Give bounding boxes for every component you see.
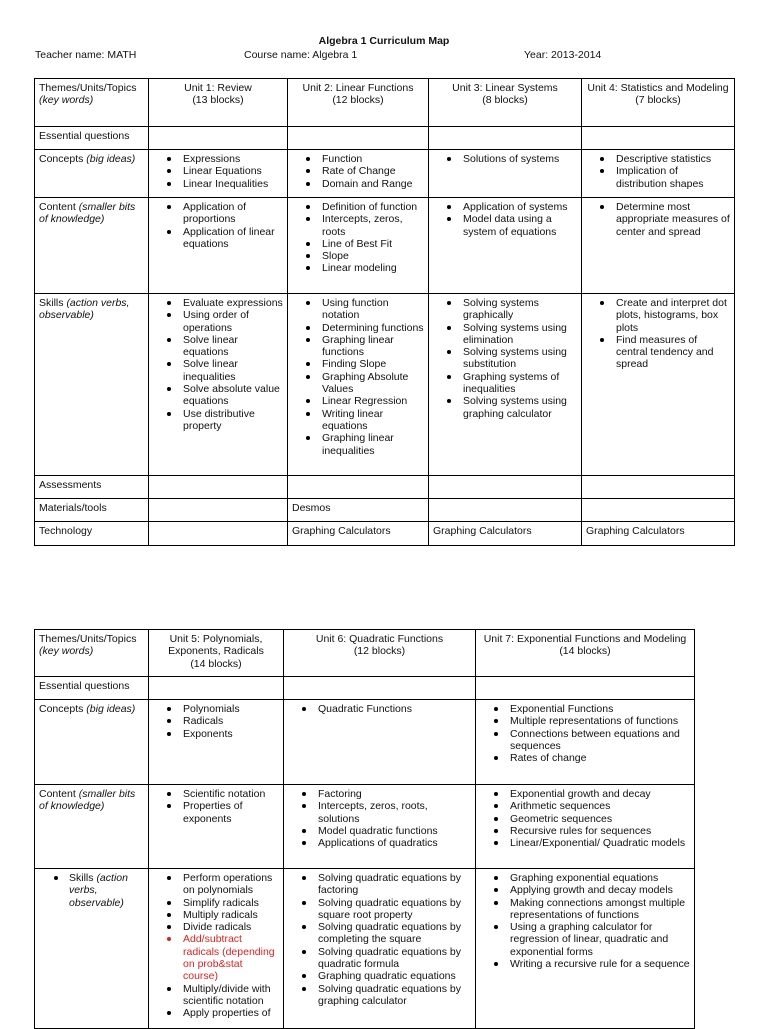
list-item: Recursive rules for sequences — [510, 825, 690, 837]
materials-cell — [582, 499, 735, 522]
content-cell — [149, 785, 284, 869]
list-item: Linear modeling — [322, 262, 424, 274]
list-item: Polynomials — [183, 703, 279, 715]
list-item: Intercepts, zeros, roots — [322, 213, 424, 238]
concepts-cell — [476, 700, 695, 785]
list-item: Scientific notation — [183, 788, 279, 800]
content-cell — [284, 785, 476, 869]
list-item: Implication of distribution shapes — [616, 165, 730, 190]
unit-header: Unit 1: Review (13 blocks) — [149, 79, 288, 127]
list-item: Quadratic Functions — [318, 703, 471, 715]
curriculum-table-1 — [34, 78, 735, 546]
list-item: Apply properties of — [183, 1007, 279, 1019]
list-item: Create and interpret dot plots, histograms, box plots — [616, 297, 730, 334]
list-item: Use distributive property — [183, 408, 283, 433]
list-item: Determine most appropriate measures of center and spread — [616, 201, 730, 238]
list-item: Perform operations on polynomials — [183, 872, 279, 897]
row-label-technology: Technology — [35, 522, 149, 546]
list-item: Geometric sequences — [510, 813, 690, 825]
assessments-cell — [288, 476, 429, 499]
list-item: Intercepts, zeros, roots, solutions — [318, 800, 471, 825]
list-item: Solving quadratic equations by factoring — [318, 872, 471, 897]
row-label-content: Content (smaller bits of knowledge) — [35, 198, 149, 294]
list-item: Determining functions — [322, 321, 424, 334]
curriculum-table-2 — [34, 629, 695, 1029]
row-label-skills: Skills (action verbs, observable) — [35, 869, 149, 1029]
concepts-cell — [149, 700, 284, 785]
row-label-themes: Themes/Units/Topics (key words) — [35, 79, 149, 127]
technology-cell: Graphing Calculators — [288, 522, 429, 546]
skills-cell — [149, 294, 288, 476]
list-item: Solving systems using graphing calculator — [463, 395, 577, 420]
materials-cell: Desmos — [288, 499, 429, 522]
row-label-essential-questions: Essential questions — [35, 127, 149, 150]
row-label-materials: Materials/tools — [35, 499, 149, 522]
essential-cell — [149, 677, 284, 700]
assessments-cell — [149, 476, 288, 499]
list-item: Linear Regression — [322, 395, 424, 407]
list-item: Multiple representations of functions — [510, 715, 690, 727]
list-item: Solving systems using substitution — [463, 346, 577, 371]
materials-cell — [149, 499, 288, 522]
list-item: Simplify radicals — [183, 897, 279, 909]
list-item: Linear Inequalities — [183, 178, 283, 190]
concepts-cell — [288, 150, 429, 198]
list-item: Domain and Range — [322, 178, 424, 190]
list-item: Rate of Change — [322, 165, 424, 177]
list-item: Using a graphing calculator for regression of linear, quadratic and exponential forms — [510, 921, 690, 958]
list-item: Solving systems using elimination — [463, 322, 577, 347]
list-item: Evaluate expressions — [183, 297, 283, 309]
list-item: Multiply/divide with scientific notation — [183, 983, 279, 1008]
row-label-assessments: Assessments — [35, 476, 149, 499]
row-label-themes: Themes/Units/Topics (key words) — [35, 630, 149, 677]
unit-header: Unit 3: Linear Systems (8 blocks) — [429, 79, 582, 127]
content-cell — [582, 198, 735, 294]
list-item: Descriptive statistics — [616, 153, 730, 165]
list-item: Application of proportions — [183, 201, 283, 226]
list-item: Applying growth and decay models — [510, 884, 690, 896]
essential-cell — [429, 127, 582, 150]
list-item: Solving quadratic equations by quadratic formula — [318, 946, 471, 971]
teacher-name: Teacher name: MATH — [35, 49, 137, 61]
list-item: Find measures of central tendency and spread — [616, 334, 730, 371]
row-label-concepts: Concepts (big ideas) — [35, 150, 149, 198]
list-item: Solving quadratic equations by square root property — [318, 897, 471, 922]
list-item: Using function notation — [322, 297, 424, 322]
list-item: Expressions — [183, 153, 283, 165]
list-item: Linear/Exponential/ Quadratic models — [510, 837, 690, 849]
skills-cell — [429, 294, 582, 476]
list-item: Divide radicals — [183, 921, 279, 933]
content-cell — [429, 198, 582, 294]
list-item: Application of linear equations — [183, 226, 283, 251]
list-item: Multiply radicals — [183, 909, 279, 921]
essential-cell — [284, 677, 476, 700]
list-item: Graphing linear functions — [322, 334, 424, 359]
list-item: Solve linear equations — [183, 334, 283, 359]
skills-cell — [284, 869, 476, 1029]
list-item: Properties of exponents — [183, 800, 279, 825]
list-item: Graphing quadratic equations — [318, 970, 471, 982]
essential-cell — [582, 127, 735, 150]
content-cell — [476, 785, 695, 869]
list-item: Graphing exponential equations — [510, 872, 690, 884]
list-item: Applications of quadratics — [318, 837, 471, 849]
list-item: Solving quadratic equations by completing the square — [318, 921, 471, 946]
technology-cell: Graphing Calculators — [429, 522, 582, 546]
list-item: Application of systems — [463, 201, 577, 213]
technology-cell — [149, 522, 288, 546]
skills-cell — [476, 869, 695, 1029]
list-item: Connections between equations and sequences — [510, 728, 690, 753]
unit-header: Unit 6: Quadratic Functions (12 blocks) — [284, 630, 476, 677]
skills-cell — [582, 294, 735, 476]
content-cell — [288, 198, 429, 294]
row-label-concepts: Concepts (big ideas) — [35, 700, 149, 785]
list-item: Function — [322, 153, 424, 165]
list-item: Exponential Functions — [510, 703, 690, 715]
row-label-essential-questions: Essential questions — [35, 677, 149, 700]
list-item: Solve linear inequalities — [183, 358, 283, 383]
list-item: Model data using a system of equations — [463, 213, 577, 238]
list-item: Add/subtract radicals (depending on prob&stat course) — [183, 933, 279, 982]
list-item: Definition of function — [322, 201, 424, 213]
list-item: Line of Best Fit — [322, 238, 424, 250]
list-item: Solving quadratic equations by graphing calculator — [318, 983, 471, 1008]
skills-cell — [149, 869, 284, 1029]
list-item: Arithmetic sequences — [510, 800, 690, 812]
row-label-skills: Skills (action verbs, observable) — [35, 294, 149, 476]
list-item: Linear Equations — [183, 165, 283, 177]
skills-cell — [288, 294, 429, 476]
list-item: Exponents — [183, 728, 279, 740]
essential-cell — [149, 127, 288, 150]
essential-cell — [476, 677, 695, 700]
materials-cell — [429, 499, 582, 522]
concepts-cell — [582, 150, 735, 198]
essential-cell — [288, 127, 429, 150]
list-item: Graphing Absolute Values — [322, 371, 424, 396]
list-item: Writing linear equations — [322, 408, 424, 433]
school-year: Year: 2013-2014 — [524, 49, 602, 61]
assessments-cell — [582, 476, 735, 499]
concepts-cell — [429, 150, 582, 198]
concepts-cell — [284, 700, 476, 785]
list-item: Exponential growth and decay — [510, 788, 690, 800]
row-label-content: Content (smaller bits of knowledge) — [35, 785, 149, 869]
list-item: Finding Slope — [322, 358, 424, 370]
technology-cell: Graphing Calculators — [582, 522, 735, 546]
list-item: Model quadratic functions — [318, 825, 471, 837]
unit-header: Unit 7: Exponential Functions and Modeling (14 blocks) — [476, 630, 695, 677]
unit-header: Unit 2: Linear Functions (12 blocks) — [288, 79, 429, 127]
list-item: Radicals — [183, 715, 279, 727]
list-item: Writing a recursive rule for a sequence — [510, 958, 690, 971]
list-item: Using order of operations — [183, 309, 283, 334]
list-item: Solve absolute value equations — [183, 383, 283, 408]
list-item: Rates of change — [510, 752, 690, 764]
list-item: Factoring — [318, 788, 471, 800]
unit-header: Unit 4: Statistics and Modeling (7 blocks) — [582, 79, 735, 127]
course-name: Course name: Algebra 1 — [244, 49, 358, 61]
document-title: Algebra 1 Curriculum Map — [318, 35, 450, 47]
list-item: Graphing systems of inequalities — [463, 371, 577, 396]
concepts-cell — [149, 150, 288, 198]
list-item: Solutions of systems — [463, 153, 577, 165]
list-item: Solving systems graphically — [463, 297, 577, 322]
list-item: Making connections amongst multiple representations of functions — [510, 897, 690, 922]
list-item: Graphing linear inequalities — [322, 432, 424, 457]
list-item: Slope — [322, 250, 424, 262]
content-cell — [149, 198, 288, 294]
unit-header: Unit 5: Polynomials, Exponents, Radicals (14 blocks) — [149, 630, 284, 677]
assessments-cell — [429, 476, 582, 499]
